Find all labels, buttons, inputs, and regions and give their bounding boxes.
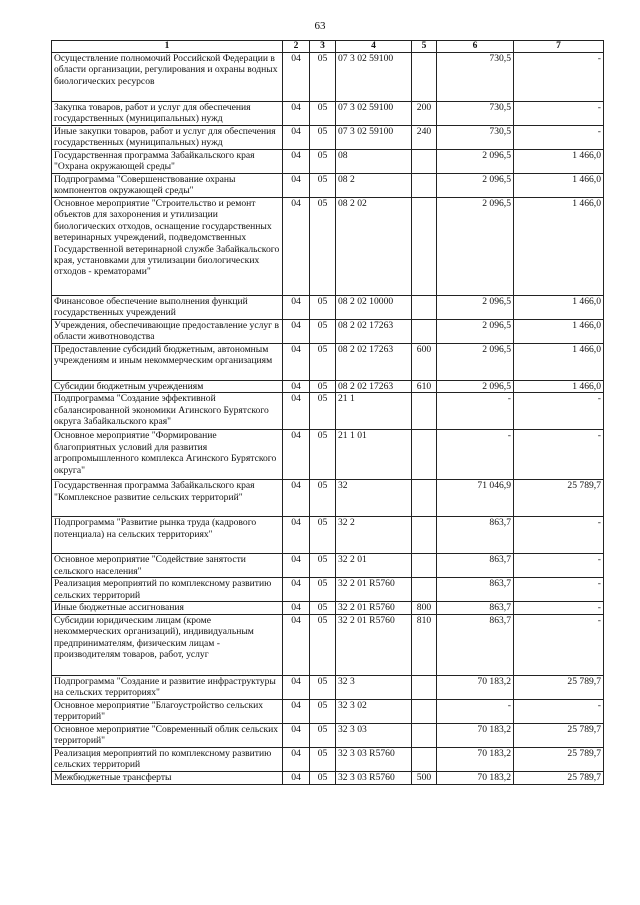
header-cell: 6 [437, 41, 514, 53]
amount-first: 2 096,5 [437, 174, 514, 198]
item-name: Основное мероприятие "Содействие занятости сельского населения" [52, 554, 283, 578]
section-code: 04 [283, 198, 310, 296]
section-code: 04 [283, 430, 310, 480]
section-code: 04 [283, 747, 310, 771]
item-name: Субсидии юридическим лицам (кроме некоммерческих организаций), индивидуальным предпринимателям, физическим лицам - производителям товаров, работ, услуг [52, 614, 283, 675]
subsection-code: 05 [310, 53, 336, 102]
expense-type-code: 800 [412, 602, 437, 614]
expense-type-code [412, 296, 437, 320]
expense-type-code: 500 [412, 771, 437, 784]
amount-first: - [437, 699, 514, 723]
amount-second: 25 789,7 [514, 480, 604, 517]
expense-type-code [412, 699, 437, 723]
section-code: 04 [283, 602, 310, 614]
subsection-code: 05 [310, 393, 336, 430]
target-article-code: 32 3 03 [336, 723, 412, 747]
table-row [52, 517, 604, 554]
table-row [52, 150, 604, 174]
amount-first: 730,5 [437, 53, 514, 102]
section-code: 04 [283, 699, 310, 723]
subsection-code: 05 [310, 150, 336, 174]
target-article-code: 32 2 01 [336, 554, 412, 578]
table-row [52, 723, 604, 747]
header-cell: 7 [514, 41, 604, 53]
item-name: Финансовое обеспечение выполнения функций государственных учреждений [52, 296, 283, 320]
target-article-code: 08 2 02 17263 [336, 344, 412, 381]
section-code: 04 [283, 174, 310, 198]
amount-second: - [514, 578, 604, 602]
amount-first: 70 183,2 [437, 723, 514, 747]
subsection-code: 05 [310, 675, 336, 699]
table-row [52, 126, 604, 150]
target-article-code: 32 3 03 R5760 [336, 747, 412, 771]
target-article-code: 07 3 02 59100 [336, 126, 412, 150]
item-name: Основное мероприятие "Строительство и ремонт объектов для захоронения и утилизации биологических отходов, оснащение государственных ветеринарных учреждений, подведомственных Государственной ветеринарной службе Забайкальского края, установками для утилизации биологических отходов - крематорами" [52, 198, 283, 296]
table-row [52, 614, 604, 675]
target-article-code: 08 [336, 150, 412, 174]
amount-first: 2 096,5 [437, 344, 514, 381]
expense-type-code: 600 [412, 344, 437, 381]
target-article-code: 21 1 [336, 393, 412, 430]
amount-first: 730,5 [437, 126, 514, 150]
amount-second: 1 466,0 [514, 320, 604, 344]
target-article-code: 08 2 02 10000 [336, 296, 412, 320]
section-code: 04 [283, 102, 310, 126]
expense-type-code [412, 198, 437, 296]
subsection-code: 05 [310, 381, 336, 393]
expense-type-code: 200 [412, 102, 437, 126]
amount-second: - [514, 126, 604, 150]
target-article-code: 32 3 02 [336, 699, 412, 723]
table-row [52, 771, 604, 784]
expense-type-code: 610 [412, 381, 437, 393]
item-name: Государственная программа Забайкальского края "Комплексное развитие сельских территорий" [52, 480, 283, 517]
target-article-code: 08 2 [336, 174, 412, 198]
expense-type-code [412, 517, 437, 554]
amount-first: 70 183,2 [437, 747, 514, 771]
amount-first: - [437, 430, 514, 480]
header-cell: 3 [310, 41, 336, 53]
subsection-code: 05 [310, 614, 336, 675]
item-name: Реализация мероприятий по комплексному развитию сельских территорий [52, 747, 283, 771]
expense-type-code [412, 53, 437, 102]
amount-first: 863,7 [437, 554, 514, 578]
amount-second: - [514, 517, 604, 554]
subsection-code: 05 [310, 771, 336, 784]
item-name: Учреждения, обеспечивающие предоставление услуг в области животноводства [52, 320, 283, 344]
subsection-code: 05 [310, 480, 336, 517]
subsection-code: 05 [310, 296, 336, 320]
amount-first: 71 046,9 [437, 480, 514, 517]
target-article-code: 32 2 01 R5760 [336, 614, 412, 675]
table-row [52, 554, 604, 578]
expense-type-code [412, 174, 437, 198]
item-name: Основное мероприятие "Современный облик сельских территорий" [52, 723, 283, 747]
header-cell: 1 [52, 41, 283, 53]
table-row [52, 296, 604, 320]
section-code: 04 [283, 517, 310, 554]
subsection-code: 05 [310, 174, 336, 198]
section-code: 04 [283, 150, 310, 174]
amount-second: - [514, 699, 604, 723]
header-row [52, 41, 604, 53]
target-article-code: 32 3 03 R5760 [336, 771, 412, 784]
expense-type-code [412, 393, 437, 430]
subsection-code: 05 [310, 699, 336, 723]
amount-second: - [514, 430, 604, 480]
header-cell: 4 [336, 41, 412, 53]
target-article-code: 07 3 02 59100 [336, 102, 412, 126]
amount-first: 2 096,5 [437, 381, 514, 393]
item-name: Осуществление полномочий Российской Федерации в области организации, регулирования и охраны водных биологических ресурсов [52, 53, 283, 102]
amount-first: 2 096,5 [437, 150, 514, 174]
table-row [52, 480, 604, 517]
subsection-code: 05 [310, 344, 336, 381]
amount-second: - [514, 614, 604, 675]
item-name: Основное мероприятие "Благоустройство сельских территорий" [52, 699, 283, 723]
expense-type-code [412, 480, 437, 517]
target-article-code: 32 2 01 R5760 [336, 602, 412, 614]
section-code: 04 [283, 771, 310, 784]
section-code: 04 [283, 614, 310, 675]
amount-first: 863,7 [437, 517, 514, 554]
item-name: Субсидии бюджетным учреждениям [52, 381, 283, 393]
item-name: Закупка товаров, работ и услуг для обеспечения государственных (муниципальных) нужд [52, 102, 283, 126]
table-row [52, 578, 604, 602]
item-name: Реализация мероприятий по комплексному развитию сельских территорий [52, 578, 283, 602]
amount-first: 2 096,5 [437, 296, 514, 320]
subsection-code: 05 [310, 554, 336, 578]
section-code: 04 [283, 296, 310, 320]
expense-type-code: 240 [412, 126, 437, 150]
table-row [52, 747, 604, 771]
expense-type-code [412, 747, 437, 771]
target-article-code: 32 2 01 R5760 [336, 578, 412, 602]
item-name: Иные закупки товаров, работ и услуг для обеспечения государственных (муниципальных) нужд [52, 126, 283, 150]
expense-type-code [412, 554, 437, 578]
section-code: 04 [283, 480, 310, 517]
amount-first: - [437, 393, 514, 430]
item-name: Подпрограмма "Совершенствование охраны компонентов окружающей среды" [52, 174, 283, 198]
section-code: 04 [283, 126, 310, 150]
section-code: 04 [283, 53, 310, 102]
header-cell: 5 [412, 41, 437, 53]
amount-second: 1 466,0 [514, 150, 604, 174]
target-article-code: 32 [336, 480, 412, 517]
section-code: 04 [283, 320, 310, 344]
item-name: Межбюджетные трансферты [52, 771, 283, 784]
target-article-code: 08 2 02 [336, 198, 412, 296]
amount-second: 25 789,7 [514, 675, 604, 699]
budget-table [51, 40, 604, 785]
table-row [52, 381, 604, 393]
target-article-code: 08 2 02 17263 [336, 381, 412, 393]
expense-type-code [412, 430, 437, 480]
amount-second: 25 789,7 [514, 747, 604, 771]
table-row [52, 174, 604, 198]
table-row [52, 675, 604, 699]
amount-second: - [514, 554, 604, 578]
amount-first: 863,7 [437, 578, 514, 602]
expense-type-code [412, 578, 437, 602]
item-name: Предоставление субсидий бюджетным, автономным учреждениям и иным некоммерческим организациям [52, 344, 283, 381]
amount-second: - [514, 53, 604, 102]
item-name: Основное мероприятие "Формирование благоприятных условий для развития агропромышленного комплекса Агинского Бурятского округа" [52, 430, 283, 480]
item-name: Подпрограмма "Развитие рынка труда (кадрового потенциала) на сельских территориях" [52, 517, 283, 554]
table-row [52, 320, 604, 344]
table-row [52, 102, 604, 126]
section-code: 04 [283, 381, 310, 393]
amount-second: 1 466,0 [514, 381, 604, 393]
amount-second: 1 466,0 [514, 344, 604, 381]
subsection-code: 05 [310, 578, 336, 602]
table-row [52, 430, 604, 480]
section-code: 04 [283, 578, 310, 602]
section-code: 04 [283, 723, 310, 747]
expense-type-code [412, 320, 437, 344]
table-row [52, 393, 604, 430]
amount-second: 1 466,0 [514, 198, 604, 296]
table-row [52, 53, 604, 102]
amount-first: 730,5 [437, 102, 514, 126]
table-row [52, 602, 604, 614]
amount-first: 70 183,2 [437, 675, 514, 699]
section-code: 04 [283, 393, 310, 430]
subsection-code: 05 [310, 320, 336, 344]
expense-type-code [412, 723, 437, 747]
table-row [52, 344, 604, 381]
amount-first: 863,7 [437, 614, 514, 675]
amount-first: 70 183,2 [437, 771, 514, 784]
target-article-code: 32 3 [336, 675, 412, 699]
subsection-code: 05 [310, 102, 336, 126]
subsection-code: 05 [310, 602, 336, 614]
subsection-code: 05 [310, 198, 336, 296]
subsection-code: 05 [310, 126, 336, 150]
subsection-code: 05 [310, 430, 336, 480]
item-name: Подпрограмма "Создание эффективной сбалансированной экономики Агинского Бурятского округа Забайкальского края" [52, 393, 283, 430]
page-number: 63 [314, 20, 326, 32]
subsection-code: 05 [310, 517, 336, 554]
amount-first: 863,7 [437, 602, 514, 614]
amount-second: - [514, 102, 604, 126]
table-row [52, 699, 604, 723]
amount-second: 1 466,0 [514, 174, 604, 198]
amount-second: - [514, 602, 604, 614]
amount-second: 1 466,0 [514, 296, 604, 320]
amount-first: 2 096,5 [437, 320, 514, 344]
amount-second: - [514, 393, 604, 430]
amount-second: 25 789,7 [514, 723, 604, 747]
item-name: Государственная программа Забайкальского края "Охрана окружающей среды" [52, 150, 283, 174]
target-article-code: 21 1 01 [336, 430, 412, 480]
amount-first: 2 096,5 [437, 198, 514, 296]
item-name: Подпрограмма "Создание и развитие инфраструктуры на сельских территориях" [52, 675, 283, 699]
section-code: 04 [283, 675, 310, 699]
table-row [52, 198, 604, 296]
section-code: 04 [283, 344, 310, 381]
expense-type-code: 810 [412, 614, 437, 675]
target-article-code: 07 3 02 59100 [336, 53, 412, 102]
target-article-code: 32 2 [336, 517, 412, 554]
amount-second: 25 789,7 [514, 771, 604, 784]
target-article-code: 08 2 02 17263 [336, 320, 412, 344]
item-name: Иные бюджетные ассигнования [52, 602, 283, 614]
header-cell: 2 [283, 41, 310, 53]
expense-type-code [412, 150, 437, 174]
section-code: 04 [283, 554, 310, 578]
subsection-code: 05 [310, 747, 336, 771]
expense-type-code [412, 675, 437, 699]
subsection-code: 05 [310, 723, 336, 747]
